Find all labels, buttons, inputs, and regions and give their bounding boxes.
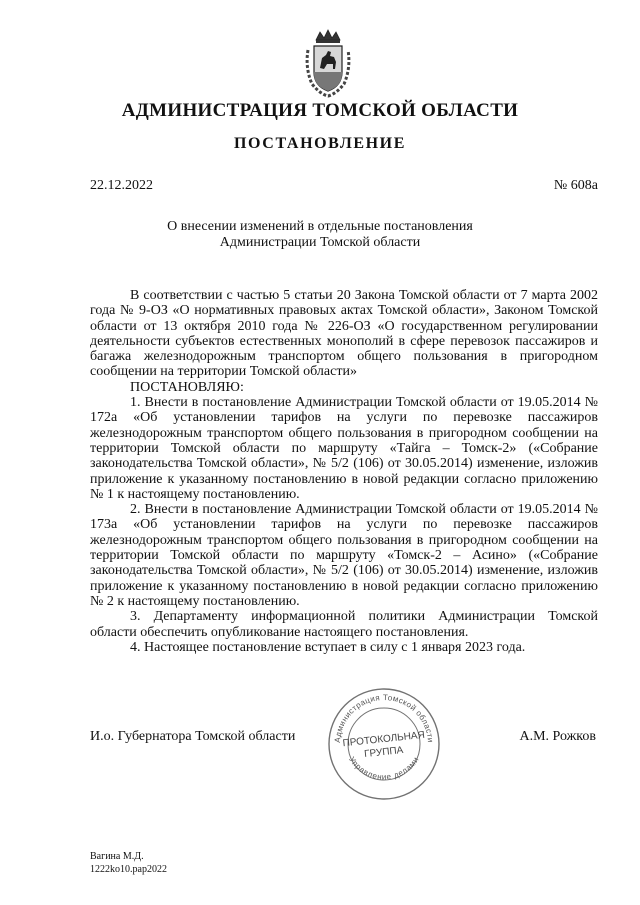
stamp-line-1: ПРОТОКОЛЬНАЯ: [342, 729, 426, 750]
executor-info: [90, 850, 167, 876]
list-item: 1. Внести в постановление Администрации Томской области от 19.05.2014 № 172а «Об установлении тарифов на услуги по перевозке пассажиров железнодорожным транспортом общего пользования в пригородном сообщении на территории Томской области по маршруту «Тайга – Томск-2» («Собрание законодательства Томской области», № 5/2 (106) от 30.05.2014) изменение, изложив приложение к указанному постановлению в новой редакции согласно приложению № 1 к настоящему постановлению.: [90, 395, 598, 502]
preamble-paragraph: В соответствии с частью 5 статьи 20 Закона Томской области от 7 марта 2002 года № 9-ОЗ «О нормативных правовых актах Томской области», Законом Томской области от 13 октября 2010 года № 226-ОЗ «О государственном регулировании деятельности субъектов естественных монополий в сфере перевозок пассажиров и багажа железнодорожным транспортом общего пользования в пригородном сообщении на территории Томской области»: [90, 288, 598, 380]
svg-text:Управление делами: [347, 755, 421, 781]
list-item: 4. Настоящее постановление вступает в силу с 1 января 2023 года.: [130, 639, 526, 655]
document-number: № 608а: [553, 178, 598, 193]
organization-title: АДМИНИСТРАЦИЯ ТОМСКОЙ ОБЛАСТИ: [121, 100, 519, 121]
executor-name: Вагина М.Д.: [90, 851, 144, 862]
stamp-ring-top-text: Администрация Томской области: [332, 692, 436, 744]
document-body: [90, 288, 598, 655]
stamp-ring-bottom-text: Управление делами: [347, 755, 421, 782]
signatory-name: А.М. Рожков: [519, 729, 596, 744]
subject-line: Администрации Томской области: [219, 235, 421, 250]
document-type-heading: ПОСТАНОВЛЕНИЕ: [234, 135, 406, 152]
signatory-role: И.о. Губернатора Томской области: [90, 729, 296, 744]
document-subject: [150, 219, 490, 251]
file-reference: 1222ko10.pap2022: [90, 864, 167, 875]
document-date: 22.12.2022: [90, 178, 153, 193]
protocol-group-stamp: [326, 686, 442, 802]
list-item: 2. Внести в постановление Администрации Томской области от 19.05.2014 № 173а «Об установлении тарифов на услуги по перевозке пассажиров железнодорожным транспортом общего пользования в пригородном сообщении на территории Томской области по маршруту «Томск-2 – Асино» («Собрание законодательства Томской области», № 5/2 (106) от 30.05.2014) изменение, изложив приложение к указанному постановлению в новой редакции согласно приложению № 2 к настоящему постановлению.: [90, 502, 598, 609]
subject-line: О внесении изменений в отдельные постановления: [167, 219, 473, 234]
coat-of-arms-icon: [302, 28, 354, 98]
stamp-line-2: ГРУППА: [363, 744, 404, 761]
decree-heading: ПОСТАНОВЛЯЮ:: [130, 379, 244, 395]
list-item: 3. Департаменту информационной политики Администрации Томской области обеспечить опубликование настоящего постановления.: [90, 609, 598, 640]
